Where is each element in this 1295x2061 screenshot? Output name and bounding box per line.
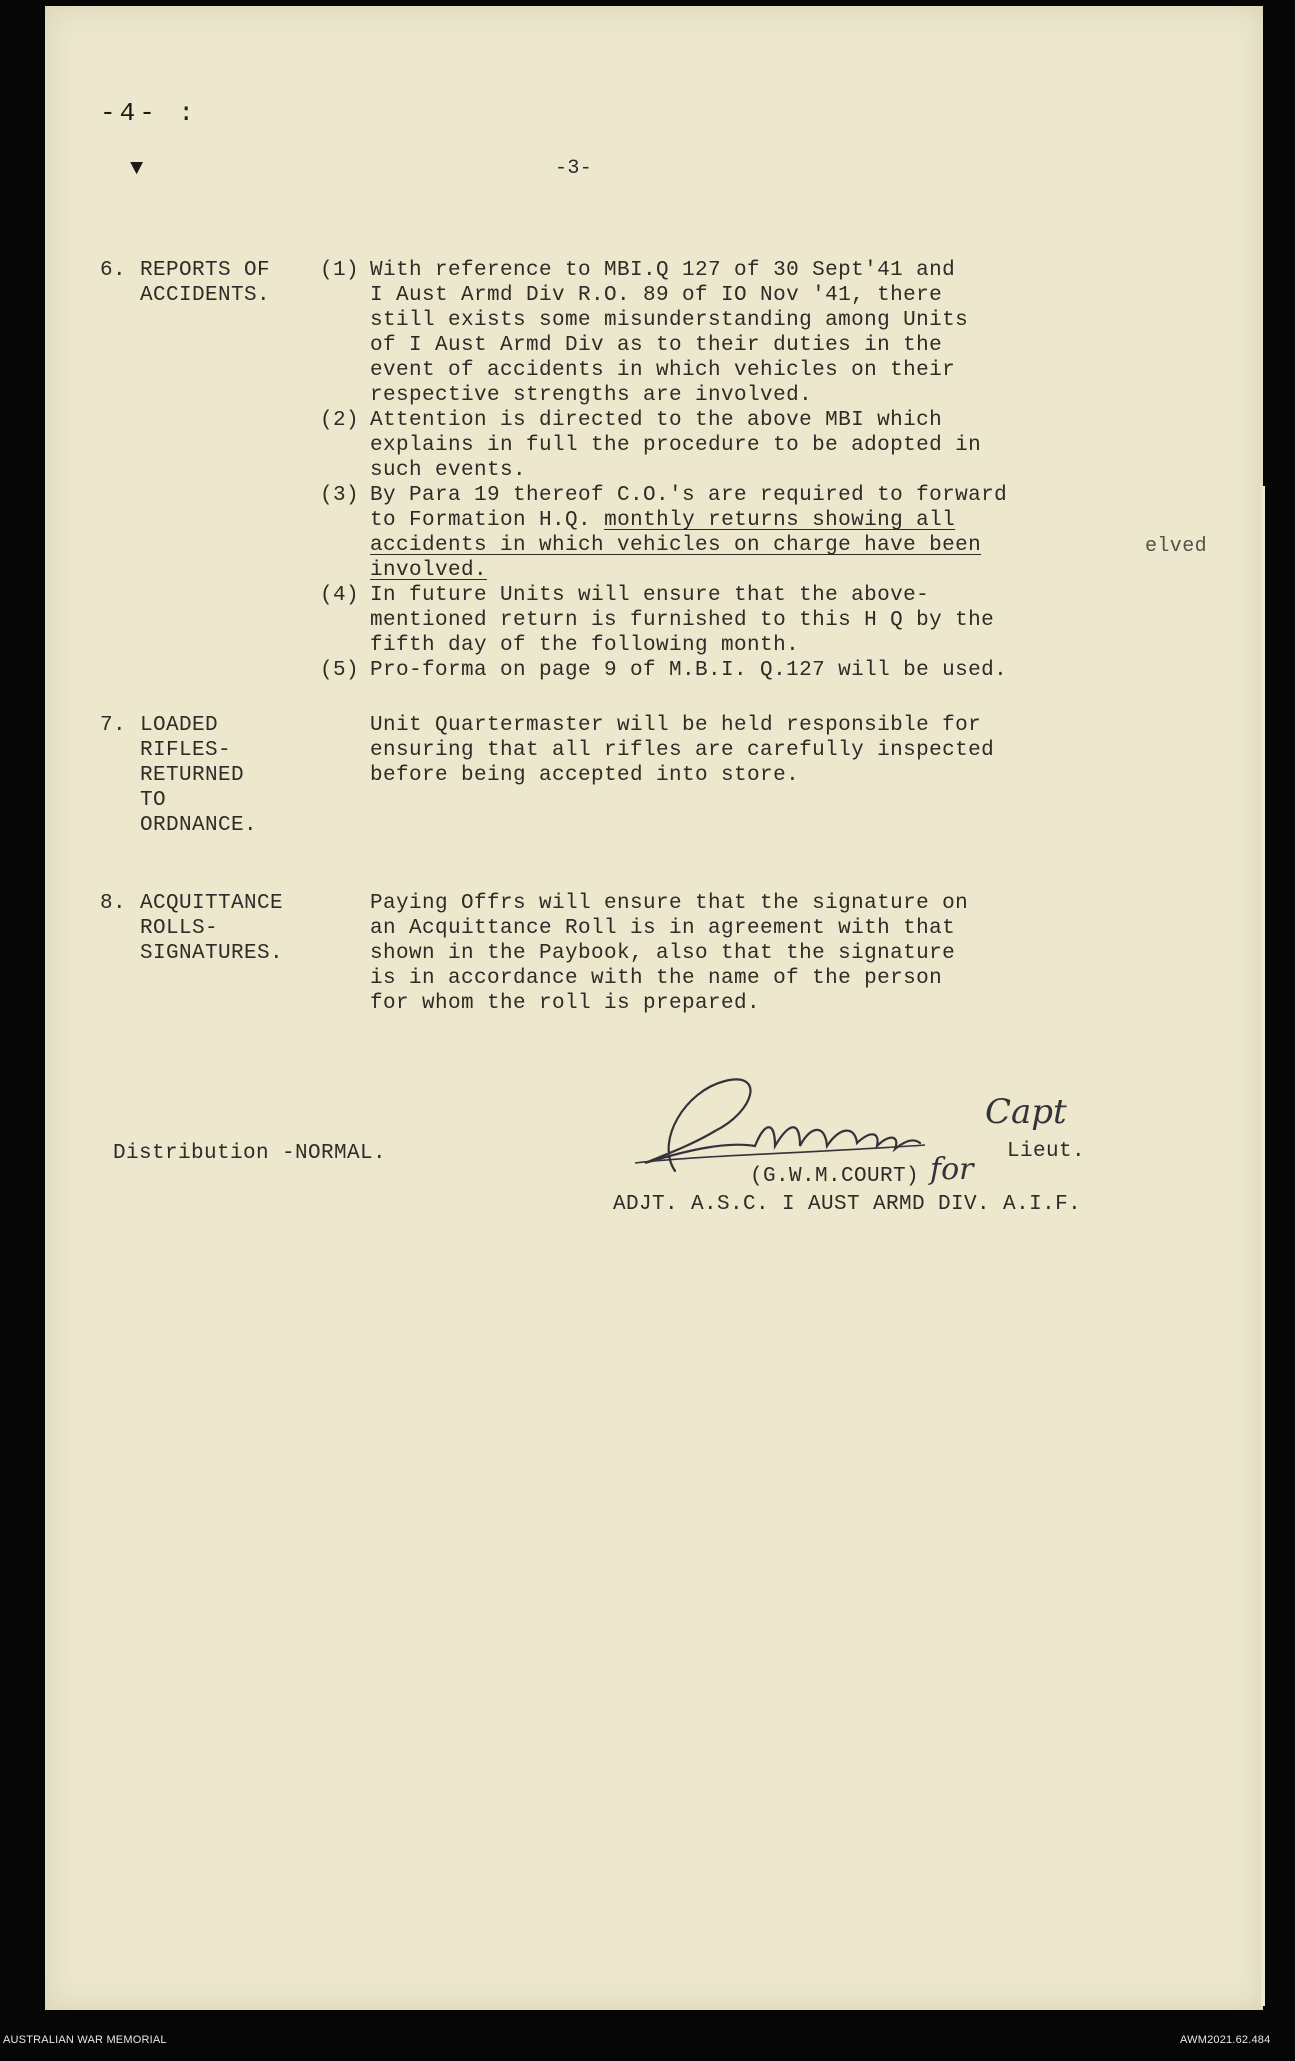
text-line: ensuring that all rifles are carefully inspected [370,739,995,762]
subitem-3 [320,483,1007,583]
subitem-body [370,483,1007,583]
section-7-number: 7. [100,714,127,737]
text-line: In future Units will ensure that the above- [370,584,930,607]
section-title-line: LOADED [140,714,219,737]
subitem-label: (2) [320,409,360,432]
text-line: By Para 19 thereof C.O.'s are required to forward [370,484,1008,507]
section-title-line: RETURNED [140,764,245,787]
document-page [45,6,1263,2010]
text-line: before being accepted into store. [370,764,800,787]
section-title-line: TO [140,789,167,812]
text-line: Paying Offrs will ensure that the signature on [370,892,969,915]
subitem-1 [320,258,1007,408]
section-8-body [370,891,968,1016]
text-line: explains in full the procedure to be adopted in [370,434,982,457]
text-line: Unit Quartermaster will be held responsible for [370,714,982,737]
text-line: such events. [370,459,527,482]
text-line: Pro-forma on page 9 of M.B.I. Q.127 will be used. [370,659,1008,682]
section-6-items [320,258,1007,683]
text-line: mentioned return is furnished to this H Q by the [370,609,995,632]
section-title-line: ACQUITTANCE [140,892,284,915]
section-title-line: RIFLES- [140,739,232,762]
subitem-5 [320,658,1007,683]
text-line: respective strengths are involved. [370,384,813,407]
underlined-line: involved. [370,559,488,582]
subitem-label: (3) [320,484,360,507]
subitem-body [370,258,968,408]
section-7-title [140,713,257,838]
distribution-line: Distribution -NORMAL. [113,1142,387,1165]
subitem-body [370,408,981,483]
section-title-line: ACCIDENTS. [140,284,271,307]
subitem-label: (4) [320,584,360,607]
text-line: for whom the roll is prepared. [370,992,761,1015]
section-6-number: 6. [100,259,127,282]
section-title-line: ROLLS- [140,917,219,940]
subitem-label: (5) [320,659,360,682]
section-8-number: 8. [100,892,127,915]
handwritten-for: for [930,1152,974,1187]
subitem-label: (1) [320,259,360,282]
text-line: shown in the Paybook, also that the signature [370,942,956,965]
subitem-body [370,658,1007,683]
text-line: With reference to MBI.Q 127 of 30 Sept'41 and [370,259,956,282]
subitem-body [370,583,994,658]
section-title-line: SIGNATURES. [140,942,284,965]
text-line: still exists some misunderstanding among Units [370,309,969,332]
corner-mark-arrow: ▼ [130,156,144,181]
corner-mark: -4- : [100,98,199,128]
footer-reference: AWM2021.62.484 [1180,2034,1271,2046]
underlined-line: accidents in which vehicles on charge have been [370,534,982,557]
page-number: -3- [555,157,593,180]
margin-note: elved [1145,535,1208,558]
section-8-title [140,891,283,966]
section-6-title [140,258,270,308]
page-edge [1261,486,1265,2006]
section-title-line: REPORTS OF [140,259,271,282]
signatory-name: (G.W.M.COURT) [750,1165,920,1188]
text-line-mixed [370,508,1007,533]
signatory-appointment: ADJT. A.S.C. I AUST ARMD DIV. A.I.F. [613,1193,1082,1216]
subitem-4 [320,583,1007,658]
text-line: is in accordance with the name of the person [370,967,943,990]
underlined-segment: monthly returns showing all [604,509,956,532]
text-line: I Aust Armd Div R.O. 89 of IO Nov '41, there [370,284,943,307]
section-7-body [370,713,994,788]
text-line: event of accidents in which vehicles on their [370,359,956,382]
footer-institution: AUSTRALIAN WAR MEMORIAL [3,2034,167,2046]
signatory-rank: Lieut. [1007,1140,1086,1163]
text-line: of I Aust Armd Div as to their duties in the [370,334,943,357]
text-line: Attention is directed to the above MBI which [370,409,943,432]
text-line: fifth day of the following month. [370,634,800,657]
text-segment: to Formation H.Q. [370,509,592,532]
subitem-2 [320,408,1007,483]
text-line: an Acquittance Roll is in agreement with that [370,917,956,940]
section-title-line: ORDNANCE. [140,814,258,837]
handwritten-capt: Capt [985,1092,1067,1132]
